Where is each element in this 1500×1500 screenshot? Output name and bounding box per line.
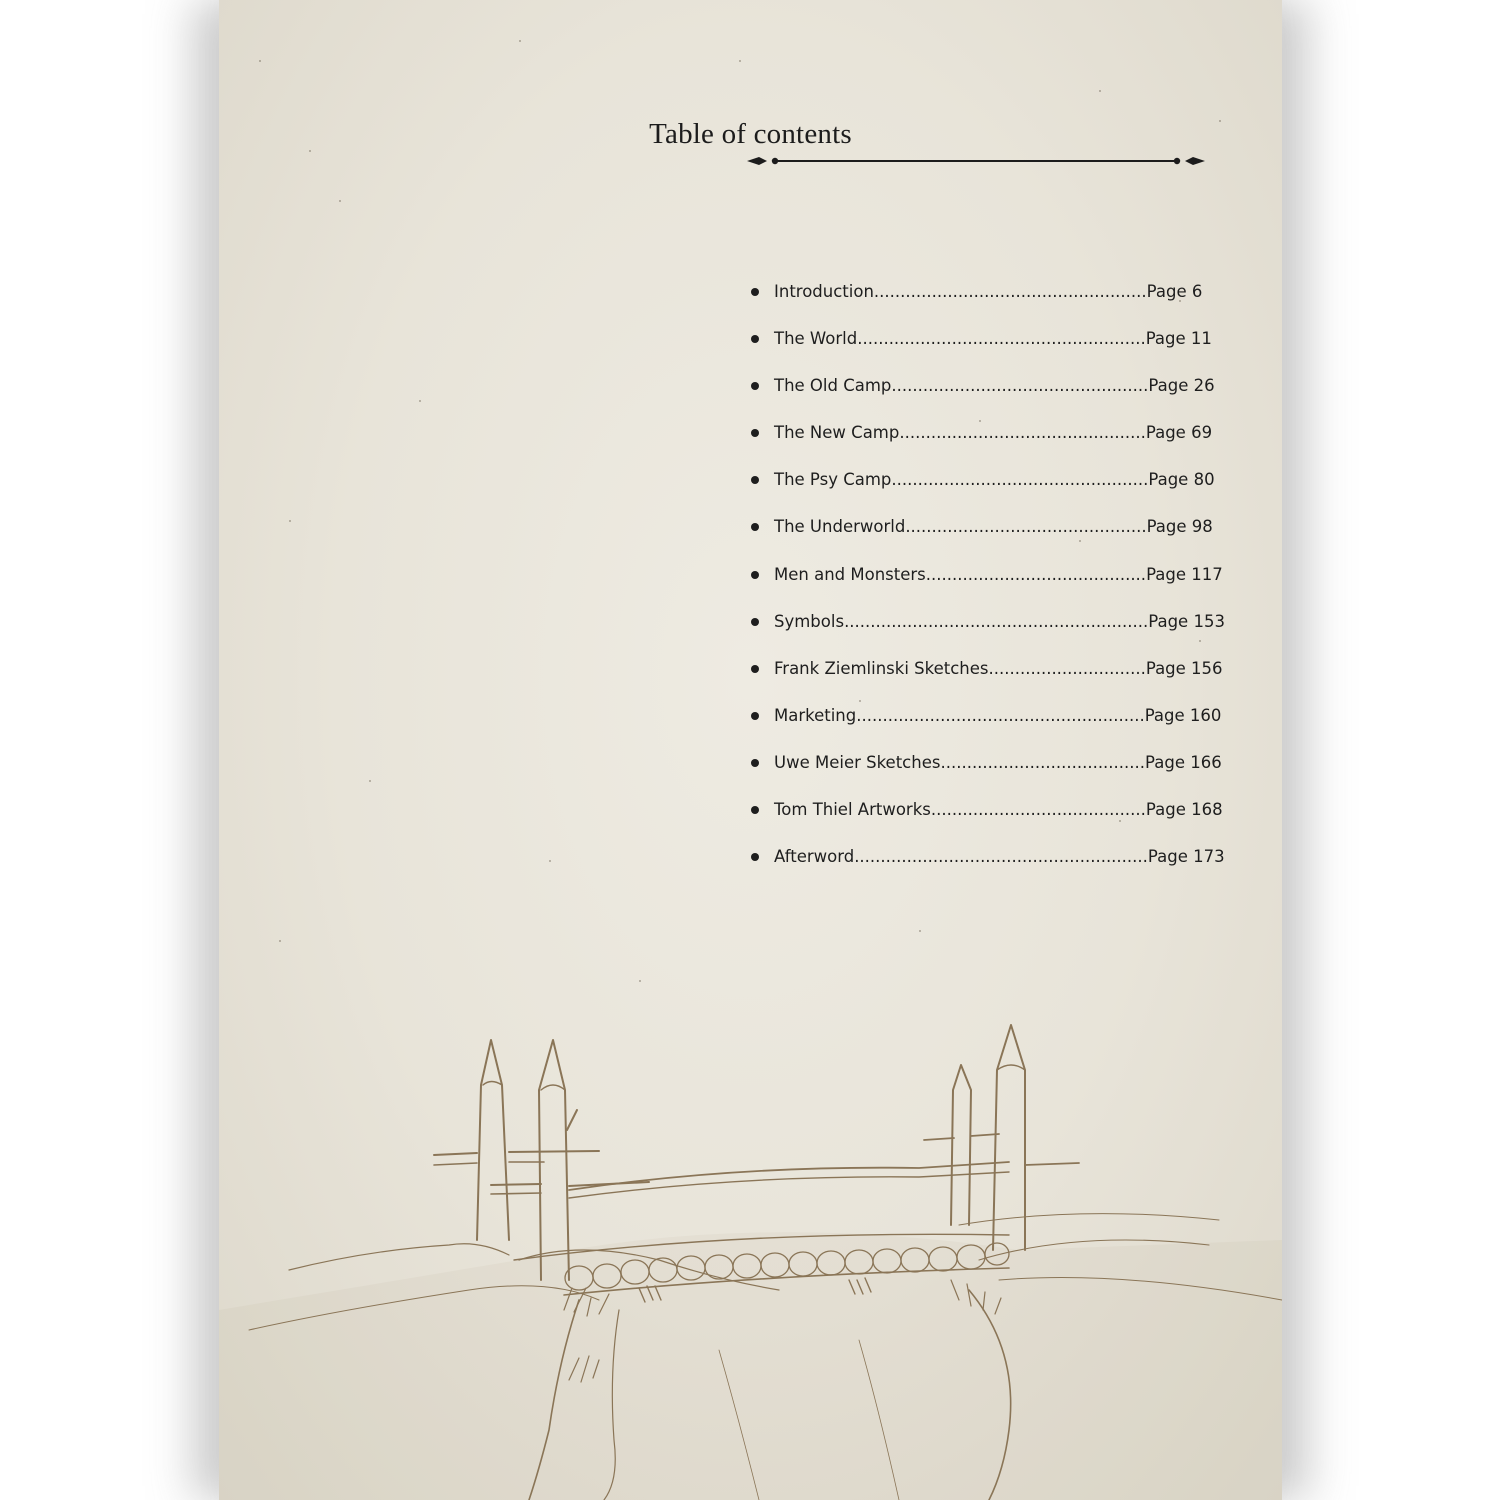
bullet-icon	[751, 665, 759, 673]
bullet-icon	[751, 523, 759, 531]
paper-speck	[519, 40, 521, 42]
paper-speck	[1199, 640, 1201, 642]
bullet-icon	[751, 429, 759, 437]
toc-entry-label: The World	[774, 329, 858, 349]
paper-speck	[1179, 300, 1181, 302]
toc-entry-label: Afterword	[774, 847, 855, 867]
toc-entry-label: The Underworld	[774, 517, 906, 537]
toc-entry-label: Men and Monsters	[774, 564, 926, 584]
toc-entry-label: Tom Thiel Artworks	[774, 800, 931, 820]
bullet-icon	[751, 806, 759, 814]
toc-entry-page: Page 173	[1147, 847, 1225, 867]
book-page	[219, 0, 1282, 1500]
bullet-icon	[751, 288, 759, 296]
toc-leader-dots: ...............................................	[899, 423, 1146, 443]
toc-entry-page: Page 80	[1148, 470, 1215, 490]
bullet-icon	[751, 571, 759, 579]
paper-speck	[259, 60, 261, 62]
toc-entry-page: Page 69	[1145, 423, 1213, 443]
page-title: Table of contents	[649, 118, 852, 150]
toc-entry-label: Frank Ziemlinski Sketches	[774, 658, 989, 678]
paper-speck	[419, 400, 421, 402]
paper-speck	[739, 60, 741, 62]
paper-speck	[289, 520, 291, 522]
paper-speck	[979, 420, 981, 422]
bullet-icon	[751, 382, 759, 390]
toc-leader-dots: .......................................	[940, 752, 1146, 772]
toc-entry-label: The Old Camp	[774, 376, 892, 396]
toc-leader-dots: .........................................	[930, 800, 1146, 820]
bullet-icon	[751, 618, 759, 626]
paper-speck	[1079, 540, 1081, 542]
toc-entry-page: Page 117	[1146, 564, 1223, 584]
toc-entry-label: Marketing	[774, 705, 857, 725]
toc-entry-page: Page 166	[1145, 752, 1222, 772]
toc-entry-page: Page 156	[1145, 658, 1223, 678]
toc-entry-label: The New Camp	[774, 423, 900, 443]
toc-leader-dots: ........................................................	[854, 847, 1148, 867]
toc-entry-label: Introduction	[774, 282, 874, 301]
toc-entry-page: Page 6	[1146, 282, 1203, 301]
toc-entry-label: The Psy Camp	[774, 470, 892, 490]
toc-leader-dots: ..........................................	[925, 564, 1147, 584]
bullet-icon	[751, 712, 759, 720]
paper-speck	[1119, 820, 1121, 822]
toc-leader-dots: .......................................................	[857, 329, 1146, 349]
toc-entry-page: Page 26	[1148, 376, 1215, 396]
bullet-icon	[751, 853, 759, 861]
toc-leader-dots: ..........................................................	[844, 611, 1149, 631]
toc-leader-dots: .......................................................	[856, 705, 1145, 725]
paper-speck	[1219, 120, 1221, 122]
paper-speck	[339, 200, 341, 202]
toc-entry-label: Uwe Meier Sketches	[774, 752, 941, 772]
paper-speck	[1099, 90, 1101, 92]
paper-speck	[369, 780, 371, 782]
paper-speck	[549, 860, 551, 862]
toc-leader-dots: .................................................	[891, 376, 1149, 396]
paper-speck	[309, 150, 311, 152]
toc-entry-label: Symbols	[774, 611, 845, 631]
wooden-bridge-sketch	[219, 1010, 1282, 1500]
paper-speck	[279, 940, 281, 942]
bullet-icon	[751, 476, 759, 484]
toc-leader-dots: ..............................	[988, 658, 1146, 678]
paper-speck	[859, 700, 861, 702]
paper-speck	[919, 930, 921, 932]
toc-entry-page: Page 98	[1146, 517, 1213, 537]
toc-entry-page: Page 160	[1144, 705, 1222, 725]
toc-leader-dots: ..............................................	[905, 517, 1147, 537]
toc-entry-page: Page 153	[1148, 611, 1225, 631]
toc-leader-dots: .................................................	[891, 470, 1149, 490]
title-divider-ornament	[745, 150, 1207, 172]
toc-entry-page: Page 11	[1145, 329, 1212, 349]
toc-leader-dots: ....................................................	[873, 282, 1147, 301]
bullet-icon	[751, 335, 759, 343]
toc-entry-page: Page 168	[1145, 800, 1223, 820]
bullet-icon	[751, 759, 759, 767]
paper-speck	[639, 980, 641, 982]
